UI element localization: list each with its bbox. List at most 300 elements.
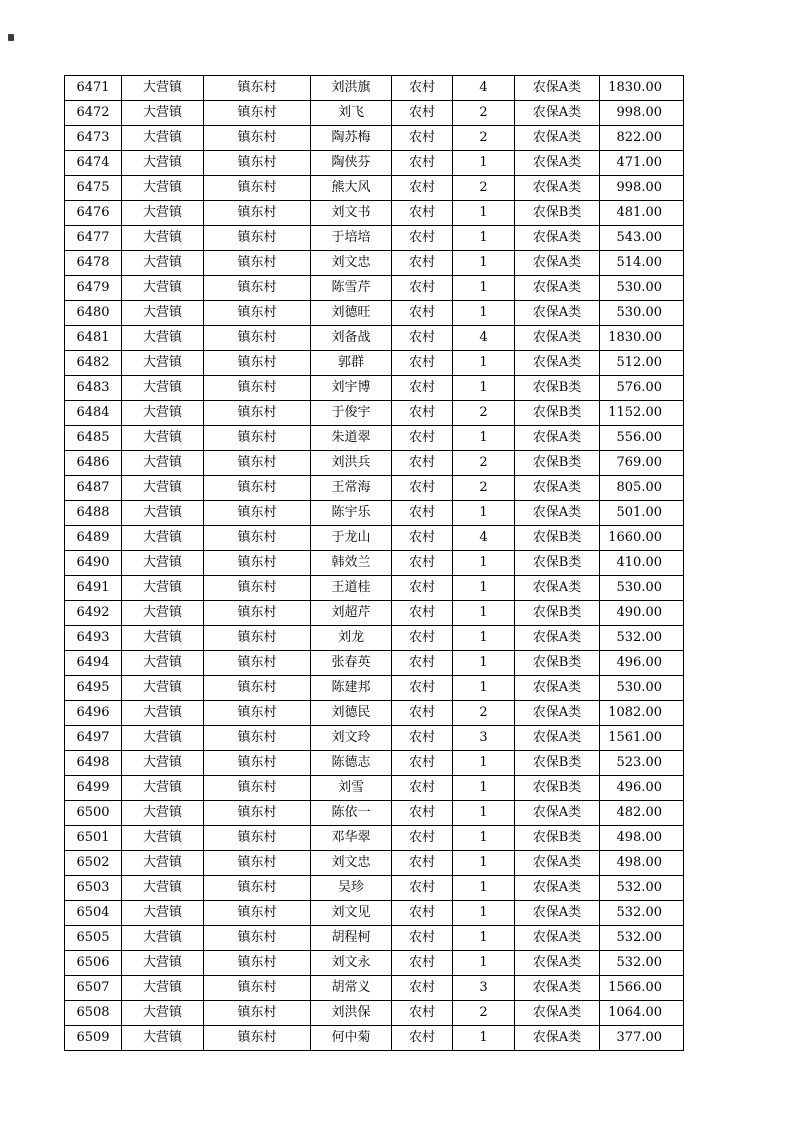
household-type-cell: 农村 [392,826,453,851]
serial-cell: 6507 [65,976,122,1001]
town-cell: 大营镇 [122,1001,204,1026]
person-name-cell: 刘文书 [311,201,392,226]
village-cell: 镇东村 [204,851,311,876]
insurance-category-cell: 农保A类 [515,976,600,1001]
table-row [65,801,684,826]
amount-cell: 769.00 [600,451,684,476]
serial-cell: 6488 [65,501,122,526]
village-cell: 镇东村 [204,676,311,701]
table-row [65,876,684,901]
table-row [65,1001,684,1026]
amount-cell: 532.00 [600,876,684,901]
person-name-cell: 王道桂 [311,576,392,601]
insurance-category-cell: 农保A类 [515,101,600,126]
table-row [65,951,684,976]
person-name-cell: 胡常义 [311,976,392,1001]
person-count-cell: 1 [453,1026,515,1051]
amount-cell: 496.00 [600,651,684,676]
person-count-cell: 1 [453,901,515,926]
town-cell: 大营镇 [122,826,204,851]
table-row [65,126,684,151]
household-type-cell: 农村 [392,851,453,876]
person-name-cell: 刘洪旗 [311,76,392,101]
table-row [65,1026,684,1051]
insurance-category-cell: 农保B类 [515,526,600,551]
household-type-cell: 农村 [392,601,453,626]
insurance-category-cell: 农保A类 [515,1026,600,1051]
person-name-cell: 陈宇乐 [311,501,392,526]
insurance-category-cell: 农保A类 [515,726,600,751]
town-cell: 大营镇 [122,226,204,251]
person-count-cell: 4 [453,76,515,101]
person-count-cell: 1 [453,926,515,951]
person-name-cell: 刘备战 [311,326,392,351]
serial-cell: 6487 [65,476,122,501]
person-count-cell: 3 [453,976,515,1001]
household-type-cell: 农村 [392,526,453,551]
amount-cell: 532.00 [600,951,684,976]
household-type-cell: 农村 [392,901,453,926]
village-cell: 镇东村 [204,751,311,776]
person-name-cell: 何中菊 [311,1026,392,1051]
table-row [65,776,684,801]
town-cell: 大营镇 [122,926,204,951]
person-count-cell: 2 [453,476,515,501]
person-count-cell: 1 [453,826,515,851]
insurance-category-cell: 农保A类 [515,351,600,376]
household-type-cell: 农村 [392,1001,453,1026]
table-row [65,576,684,601]
insurance-category-cell: 农保A类 [515,76,600,101]
person-count-cell: 2 [453,401,515,426]
amount-cell: 1082.00 [600,701,684,726]
amount-cell: 530.00 [600,576,684,601]
person-name-cell: 刘文永 [311,951,392,976]
amount-cell: 490.00 [600,601,684,626]
person-count-cell: 2 [453,126,515,151]
insurance-category-cell: 农保A类 [515,476,600,501]
town-cell: 大营镇 [122,151,204,176]
village-cell: 镇东村 [204,601,311,626]
household-type-cell: 农村 [392,126,453,151]
serial-cell: 6484 [65,401,122,426]
household-type-cell: 农村 [392,101,453,126]
person-count-cell: 4 [453,326,515,351]
table-row [65,351,684,376]
serial-cell: 6497 [65,726,122,751]
insurance-category-cell: 农保A类 [515,576,600,601]
amount-cell: 1830.00 [600,326,684,351]
household-type-cell: 农村 [392,401,453,426]
table-row [65,151,684,176]
village-cell: 镇东村 [204,401,311,426]
amount-cell: 1566.00 [600,976,684,1001]
amount-cell: 1830.00 [600,76,684,101]
household-type-cell: 农村 [392,476,453,501]
insurance-category-cell: 农保B类 [515,451,600,476]
insurance-category-cell: 农保A类 [515,251,600,276]
town-cell: 大营镇 [122,376,204,401]
town-cell: 大营镇 [122,651,204,676]
village-cell: 镇东村 [204,551,311,576]
serial-cell: 6509 [65,1026,122,1051]
village-cell: 镇东村 [204,1001,311,1026]
amount-cell: 556.00 [600,426,684,451]
person-count-cell: 2 [453,701,515,726]
village-cell: 镇东村 [204,151,311,176]
person-count-cell: 1 [453,651,515,676]
town-cell: 大营镇 [122,76,204,101]
person-name-cell: 于培培 [311,226,392,251]
household-type-cell: 农村 [392,176,453,201]
table-row [65,976,684,1001]
household-type-cell: 农村 [392,351,453,376]
person-name-cell: 刘文玲 [311,726,392,751]
town-cell: 大营镇 [122,101,204,126]
household-type-cell: 农村 [392,576,453,601]
person-count-cell: 1 [453,251,515,276]
amount-cell: 496.00 [600,776,684,801]
person-count-cell: 1 [453,851,515,876]
person-count-cell: 4 [453,526,515,551]
household-type-cell: 农村 [392,751,453,776]
serial-cell: 6506 [65,951,122,976]
table-row [65,426,684,451]
person-count-cell: 1 [453,351,515,376]
person-count-cell: 1 [453,426,515,451]
household-type-cell: 农村 [392,676,453,701]
insurance-category-cell: 农保A类 [515,926,600,951]
person-name-cell: 郭群 [311,351,392,376]
serial-cell: 6471 [65,76,122,101]
town-cell: 大营镇 [122,276,204,301]
town-cell: 大营镇 [122,851,204,876]
insurance-category-cell: 农保A类 [515,901,600,926]
serial-cell: 6476 [65,201,122,226]
amount-cell: 530.00 [600,676,684,701]
amount-cell: 822.00 [600,126,684,151]
person-name-cell: 陈雪芹 [311,276,392,301]
household-type-cell: 农村 [392,726,453,751]
village-cell: 镇东村 [204,101,311,126]
amount-cell: 530.00 [600,276,684,301]
person-name-cell: 于龙山 [311,526,392,551]
person-name-cell: 刘超芹 [311,601,392,626]
insurance-category-cell: 农保B类 [515,651,600,676]
village-cell: 镇东村 [204,651,311,676]
village-cell: 镇东村 [204,126,311,151]
household-type-cell: 农村 [392,926,453,951]
household-type-cell: 农村 [392,551,453,576]
serial-cell: 6503 [65,876,122,901]
village-cell: 镇东村 [204,76,311,101]
insurance-category-cell: 农保B类 [515,751,600,776]
town-cell: 大营镇 [122,1026,204,1051]
table-row [65,101,684,126]
town-cell: 大营镇 [122,251,204,276]
insurance-category-cell: 农保A类 [515,226,600,251]
household-type-cell: 农村 [392,801,453,826]
village-cell: 镇东村 [204,701,311,726]
table-row [65,901,684,926]
village-cell: 镇东村 [204,476,311,501]
serial-cell: 6489 [65,526,122,551]
insurance-category-cell: 农保B类 [515,776,600,801]
serial-cell: 6479 [65,276,122,301]
village-cell: 镇东村 [204,326,311,351]
person-name-cell: 朱道翠 [311,426,392,451]
household-type-cell: 农村 [392,201,453,226]
person-count-cell: 1 [453,201,515,226]
village-cell: 镇东村 [204,976,311,1001]
amount-cell: 805.00 [600,476,684,501]
insurance-category-cell: 农保A类 [515,951,600,976]
household-type-cell: 农村 [392,1026,453,1051]
serial-cell: 6474 [65,151,122,176]
serial-cell: 6490 [65,551,122,576]
insurance-category-cell: 农保B类 [515,551,600,576]
person-count-cell: 1 [453,501,515,526]
amount-cell: 998.00 [600,101,684,126]
village-cell: 镇东村 [204,951,311,976]
person-name-cell: 刘洪保 [311,1001,392,1026]
amount-cell: 514.00 [600,251,684,276]
village-cell: 镇东村 [204,176,311,201]
table-row [65,376,684,401]
serial-cell: 6480 [65,301,122,326]
person-count-cell: 1 [453,226,515,251]
village-cell: 镇东村 [204,426,311,451]
table-row [65,501,684,526]
pension-payment-table [64,75,684,1051]
person-name-cell: 刘飞 [311,101,392,126]
serial-cell: 6483 [65,376,122,401]
insurance-category-cell: 农保A类 [515,326,600,351]
town-cell: 大营镇 [122,726,204,751]
household-type-cell: 农村 [392,151,453,176]
amount-cell: 523.00 [600,751,684,776]
insurance-category-cell: 农保A类 [515,151,600,176]
amount-cell: 512.00 [600,351,684,376]
town-cell: 大营镇 [122,676,204,701]
village-cell: 镇东村 [204,626,311,651]
amount-cell: 576.00 [600,376,684,401]
village-cell: 镇东村 [204,776,311,801]
insurance-category-cell: 农保A类 [515,176,600,201]
person-name-cell: 陈依一 [311,801,392,826]
table-row [65,651,684,676]
town-cell: 大营镇 [122,426,204,451]
serial-cell: 6500 [65,801,122,826]
table-row [65,251,684,276]
table-row [65,676,684,701]
person-name-cell: 张春英 [311,651,392,676]
person-name-cell: 刘洪兵 [311,451,392,476]
serial-cell: 6501 [65,826,122,851]
town-cell: 大营镇 [122,451,204,476]
village-cell: 镇东村 [204,251,311,276]
table-row [65,226,684,251]
person-name-cell: 陶苏梅 [311,126,392,151]
serial-cell: 6505 [65,926,122,951]
insurance-category-cell: 农保A类 [515,426,600,451]
insurance-category-cell: 农保B类 [515,601,600,626]
insurance-category-cell: 农保A类 [515,851,600,876]
amount-cell: 532.00 [600,901,684,926]
person-count-cell: 1 [453,301,515,326]
amount-cell: 498.00 [600,826,684,851]
serial-cell: 6482 [65,351,122,376]
person-count-cell: 2 [453,451,515,476]
table-row [65,176,684,201]
person-name-cell: 陶侠芬 [311,151,392,176]
serial-cell: 6478 [65,251,122,276]
village-cell: 镇东村 [204,276,311,301]
table-row [65,601,684,626]
town-cell: 大营镇 [122,351,204,376]
person-name-cell: 陈德志 [311,751,392,776]
person-name-cell: 刘龙 [311,626,392,651]
village-cell: 镇东村 [204,726,311,751]
amount-cell: 501.00 [600,501,684,526]
table-row [65,76,684,101]
serial-cell: 6498 [65,751,122,776]
person-count-cell: 1 [453,801,515,826]
insurance-category-cell: 农保A类 [515,801,600,826]
household-type-cell: 农村 [392,951,453,976]
town-cell: 大营镇 [122,801,204,826]
insurance-category-cell: 农保B类 [515,201,600,226]
serial-cell: 6496 [65,701,122,726]
insurance-category-cell: 农保A类 [515,676,600,701]
household-type-cell: 农村 [392,326,453,351]
serial-cell: 6502 [65,851,122,876]
person-name-cell: 韩效兰 [311,551,392,576]
amount-cell: 998.00 [600,176,684,201]
table-row [65,326,684,351]
person-count-cell: 1 [453,551,515,576]
town-cell: 大营镇 [122,526,204,551]
person-name-cell: 吴珍 [311,876,392,901]
table-row [65,726,684,751]
household-type-cell: 农村 [392,976,453,1001]
village-cell: 镇东村 [204,1026,311,1051]
household-type-cell: 农村 [392,251,453,276]
village-cell: 镇东村 [204,901,311,926]
insurance-category-cell: 农保B类 [515,376,600,401]
household-type-cell: 农村 [392,876,453,901]
village-cell: 镇东村 [204,226,311,251]
household-type-cell: 农村 [392,626,453,651]
village-cell: 镇东村 [204,801,311,826]
amount-cell: 532.00 [600,926,684,951]
village-cell: 镇东村 [204,301,311,326]
table-row [65,401,684,426]
town-cell: 大营镇 [122,576,204,601]
person-name-cell: 邓华翠 [311,826,392,851]
town-cell: 大营镇 [122,601,204,626]
person-count-cell: 1 [453,376,515,401]
village-cell: 镇东村 [204,451,311,476]
town-cell: 大营镇 [122,126,204,151]
amount-cell: 410.00 [600,551,684,576]
serial-cell: 6485 [65,426,122,451]
serial-cell: 6491 [65,576,122,601]
person-name-cell: 刘宇博 [311,376,392,401]
person-count-cell: 1 [453,676,515,701]
household-type-cell: 农村 [392,451,453,476]
village-cell: 镇东村 [204,926,311,951]
town-cell: 大营镇 [122,326,204,351]
serial-cell: 6495 [65,676,122,701]
town-cell: 大营镇 [122,401,204,426]
serial-cell: 6493 [65,626,122,651]
serial-cell: 6508 [65,1001,122,1026]
town-cell: 大营镇 [122,301,204,326]
person-name-cell: 刘德民 [311,701,392,726]
person-count-cell: 1 [453,276,515,301]
table-row [65,826,684,851]
serial-cell: 6477 [65,226,122,251]
scan-artifact [8,34,14,41]
person-count-cell: 1 [453,751,515,776]
table-row [65,451,684,476]
person-name-cell: 于俊宇 [311,401,392,426]
town-cell: 大营镇 [122,876,204,901]
serial-cell: 6494 [65,651,122,676]
town-cell: 大营镇 [122,951,204,976]
insurance-category-cell: 农保B类 [515,401,600,426]
amount-cell: 1660.00 [600,526,684,551]
household-type-cell: 农村 [392,776,453,801]
town-cell: 大营镇 [122,901,204,926]
insurance-category-cell: 农保A类 [515,1001,600,1026]
town-cell: 大营镇 [122,176,204,201]
household-type-cell: 农村 [392,276,453,301]
person-count-cell: 2 [453,1001,515,1026]
town-cell: 大营镇 [122,976,204,1001]
village-cell: 镇东村 [204,526,311,551]
amount-cell: 1152.00 [600,401,684,426]
amount-cell: 532.00 [600,626,684,651]
person-count-cell: 1 [453,776,515,801]
village-cell: 镇东村 [204,376,311,401]
household-type-cell: 农村 [392,501,453,526]
household-type-cell: 农村 [392,76,453,101]
table-row [65,701,684,726]
person-name-cell: 熊大风 [311,176,392,201]
person-count-cell: 2 [453,101,515,126]
table-row [65,626,684,651]
person-count-cell: 1 [453,576,515,601]
amount-cell: 498.00 [600,851,684,876]
village-cell: 镇东村 [204,826,311,851]
town-cell: 大营镇 [122,776,204,801]
town-cell: 大营镇 [122,501,204,526]
person-name-cell: 刘文忠 [311,851,392,876]
insurance-category-cell: 农保A类 [515,126,600,151]
insurance-category-cell: 农保A类 [515,301,600,326]
household-type-cell: 农村 [392,376,453,401]
table-row [65,301,684,326]
table-row [65,526,684,551]
serial-cell: 6499 [65,776,122,801]
serial-cell: 6486 [65,451,122,476]
amount-cell: 1561.00 [600,726,684,751]
amount-cell: 1064.00 [600,1001,684,1026]
person-count-cell: 1 [453,951,515,976]
person-name-cell: 刘文见 [311,901,392,926]
